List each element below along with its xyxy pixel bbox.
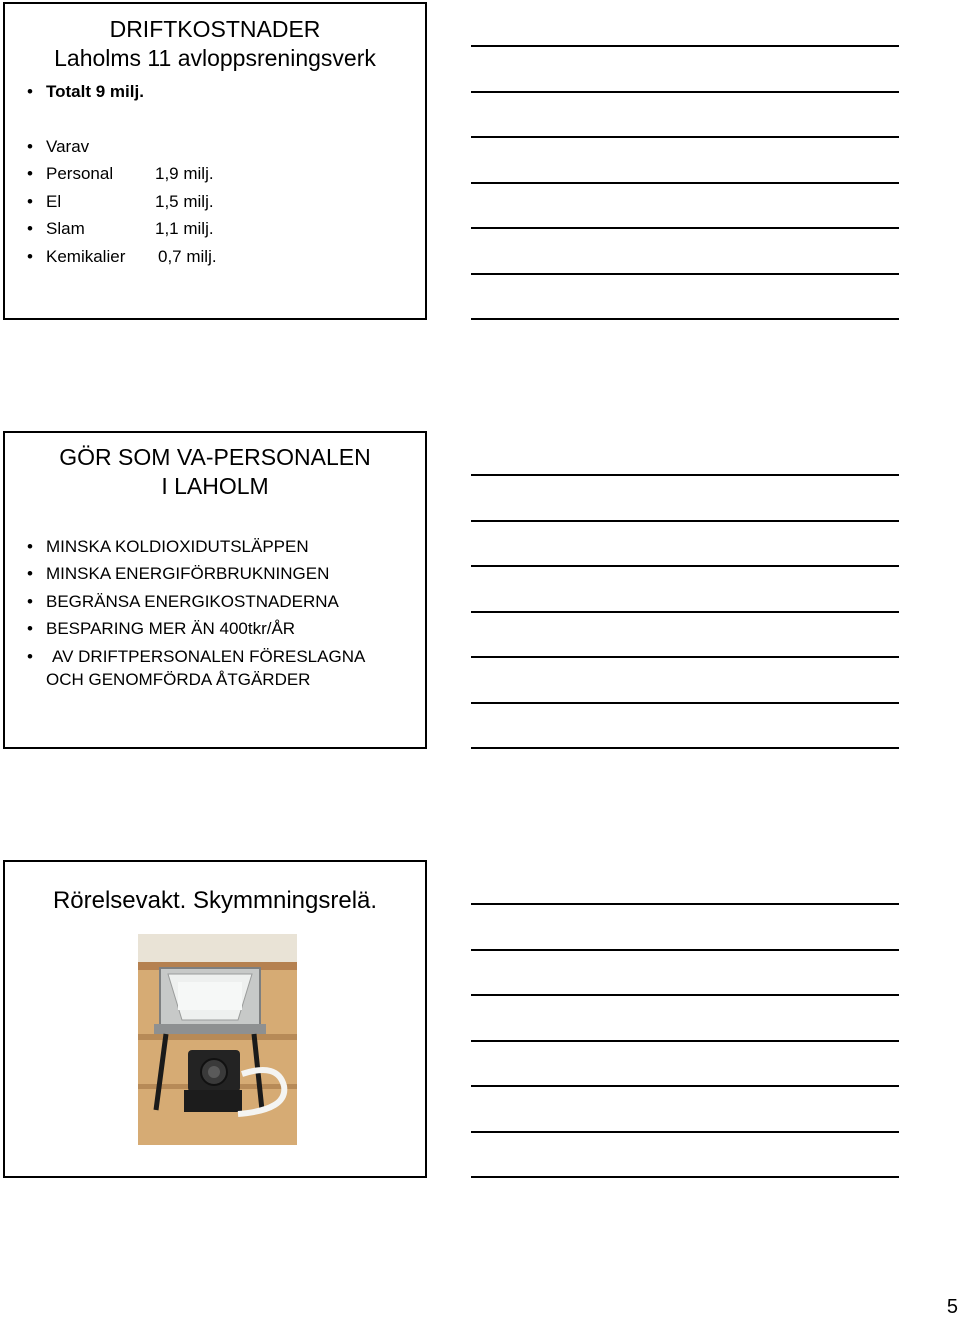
note-line [471, 747, 899, 749]
note-line [471, 520, 899, 522]
bullet-label: MINSKA KOLDIOXIDUTSLÄPPEN [46, 537, 309, 556]
bullet-dot: • [27, 164, 33, 183]
bullet-dot: • [27, 192, 33, 211]
bullet-dot: • [27, 247, 33, 266]
bullet-value: 0,7 milj. [158, 247, 217, 266]
note-line [471, 45, 899, 47]
note-line [471, 656, 899, 658]
note-line [471, 318, 899, 320]
note-line [471, 91, 899, 93]
bullet-dot: • [27, 137, 33, 156]
slide-title-line1: GÖR SOM VA-PERSONALEN [59, 444, 371, 470]
bullet-label: MINSKA ENERGIFÖRBRUKNINGEN [46, 564, 330, 583]
note-line [471, 1040, 899, 1042]
slide-va-personalen [3, 431, 427, 749]
note-line [471, 1176, 899, 1178]
bullet-value: 1,5 milj. [155, 192, 214, 211]
note-line [471, 1085, 899, 1087]
bullet-value: 1,1 milj. [155, 219, 214, 238]
slide-driftkostnader [3, 2, 427, 320]
note-line [471, 994, 899, 996]
note-line [471, 474, 899, 476]
bullet-dot: • [27, 537, 33, 556]
slide-title: Rörelsevakt. Skymmningsrelä. [52, 887, 378, 914]
note-line [471, 949, 899, 951]
bullet-dot: • [27, 82, 33, 101]
slide-title-line2: Laholms 11 avloppsreningsverk [54, 45, 376, 71]
bullet-label: Slam [46, 219, 85, 238]
note-line [471, 702, 899, 704]
bullet-label: AV DRIFTPERSONALEN FÖRESLAGNA [52, 647, 366, 666]
bullet-label-continued: OCH GENOMFÖRDA ÅTGÄRDER [46, 670, 311, 689]
slide-title [5, 443, 425, 501]
note-line [471, 565, 899, 567]
note-line [471, 903, 899, 905]
note-line [471, 136, 899, 138]
bullet-dot: • [27, 647, 33, 666]
note-line [471, 182, 899, 184]
slide-title-line1: DRIFTKOSTNADER [109, 16, 321, 42]
note-line [471, 227, 899, 229]
bullet-dot: • [27, 592, 33, 611]
page-number: 5 [946, 1296, 958, 1318]
bullet-label: Varav [46, 137, 90, 156]
slide-title [5, 15, 425, 73]
slide-title-line2: I LAHOLM [161, 473, 269, 499]
bullet-dot: • [27, 619, 33, 638]
bullet-value: 1,9 milj. [155, 164, 214, 183]
bullet-label: El [46, 192, 62, 211]
bullet-label: Kemikalier [46, 247, 126, 266]
bullet-label: BESPARING MER ÄN 400tkr/ÅR [46, 619, 296, 638]
floodlight-illustration [138, 934, 297, 1145]
slide-rorelsevakt [3, 860, 427, 1178]
note-line [471, 273, 899, 275]
bullet-dot: • [27, 219, 33, 238]
note-line [471, 611, 899, 613]
bullet-label: Personal [46, 164, 114, 183]
bullet-label: BEGRÄNSA ENERGIKOSTNADERNA [46, 592, 339, 611]
motion-sensor-floodlight-photo [138, 934, 297, 1145]
bullet-dot: • [27, 564, 33, 583]
bullet-label: Totalt 9 milj. [46, 82, 144, 101]
note-line [471, 1131, 899, 1133]
